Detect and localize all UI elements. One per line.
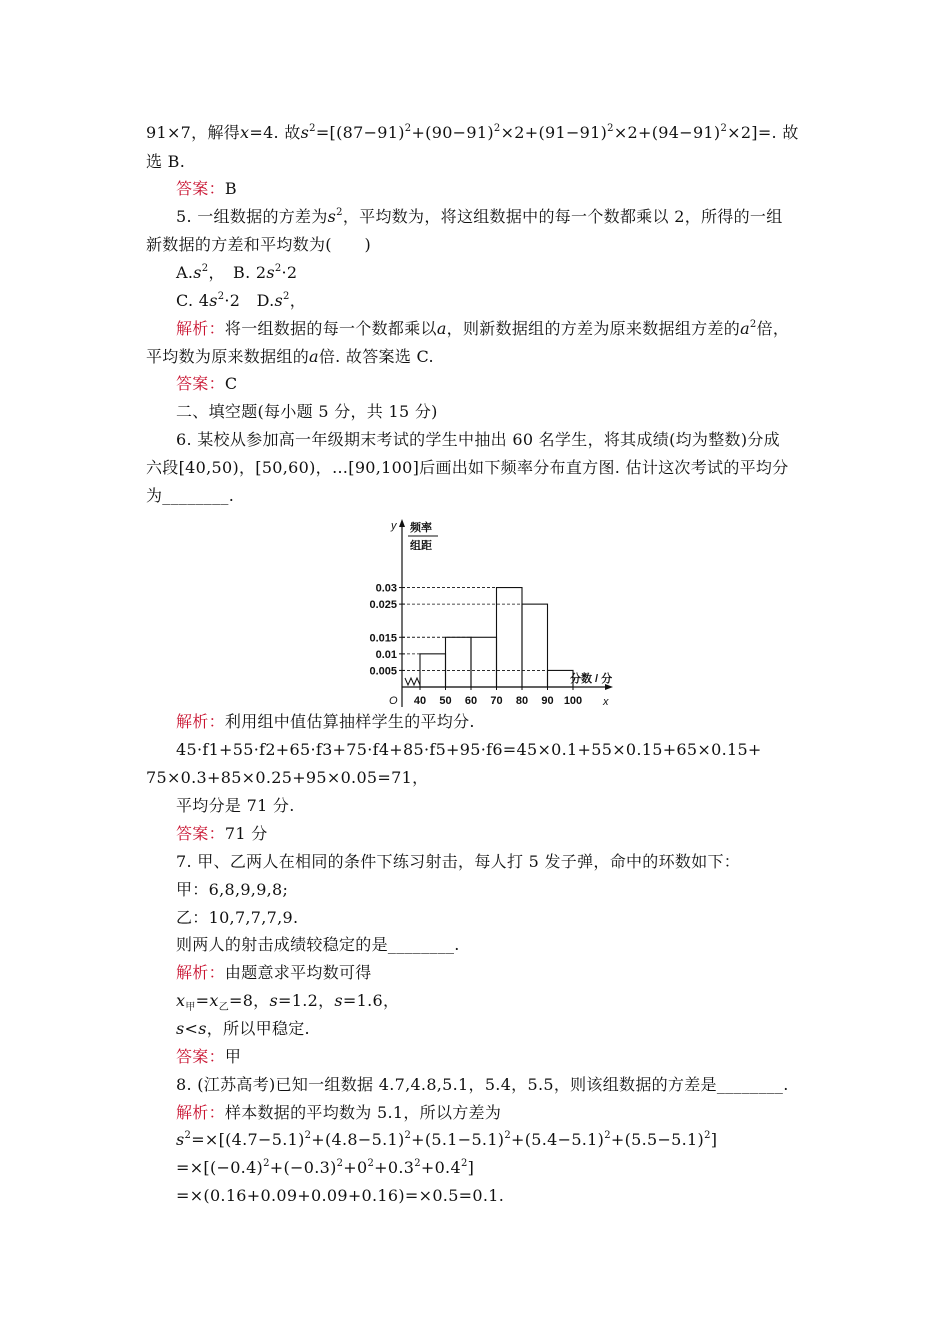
x-axis-title: 分数 / 分 xyxy=(570,673,613,685)
explanation-label: 解析： xyxy=(176,963,225,982)
exponent: 2 xyxy=(493,122,501,134)
text: 新数据的方差和平均数为( ) xyxy=(146,235,371,254)
text: ] xyxy=(710,1130,718,1149)
question-7-yi xyxy=(176,907,298,929)
text: < xyxy=(184,1019,199,1038)
text: 75×0.3+85×0.25+95×0.05=71， xyxy=(146,768,429,787)
y-tick-label: 0.015 xyxy=(369,632,397,645)
text: 样本数据的平均数为 5.1，所以方差为 xyxy=(224,1103,502,1122)
var-x: x xyxy=(209,991,219,1010)
subscript: 甲 xyxy=(185,1002,196,1014)
answer-value: C xyxy=(224,374,238,393)
y-tick-label: 0.01 xyxy=(375,648,397,661)
subscript: 乙 xyxy=(218,1002,229,1014)
text: ] xyxy=(467,1158,475,1177)
text: 为________. xyxy=(146,486,235,505)
answer-6 xyxy=(176,823,268,845)
text: =1.2， xyxy=(278,991,335,1010)
x-tick-label: 50 xyxy=(439,695,452,707)
x-tick-label: 40 xyxy=(413,695,427,707)
var-a: a xyxy=(740,319,750,338)
x-tick-label: 80 xyxy=(515,695,529,707)
histogram-bar-80 xyxy=(522,604,548,687)
var-a: a xyxy=(309,347,319,366)
exponent: 2 xyxy=(217,290,225,302)
text: =1.6， xyxy=(342,991,400,1010)
answer-label: 答案： xyxy=(176,179,225,198)
question-8 xyxy=(176,1074,789,1096)
histogram-bar-50 xyxy=(446,637,472,687)
exponent: 2 xyxy=(304,1129,312,1141)
histogram-bar-70 xyxy=(497,588,523,687)
text: ×2+(91−91) xyxy=(500,123,608,142)
question-7-jia xyxy=(176,879,288,901)
options-ab xyxy=(176,262,297,284)
answer-value: 71 分 xyxy=(224,824,268,843)
text: ， B. 2 xyxy=(208,263,267,282)
text: ×2+(94−91) xyxy=(613,123,721,142)
exponent: 2 xyxy=(283,290,290,302)
exponent: 2 xyxy=(336,1157,344,1169)
section-heading xyxy=(176,401,438,423)
text: 平均数为原来数据组的 xyxy=(146,347,310,366)
text: 六段[40,50)，[50,60)，…[90,100]后画出如下频率分布直方图. 估计这次考试的平均分 xyxy=(146,458,789,477)
x-tick-label: 100 xyxy=(563,695,583,707)
var-s: s xyxy=(274,291,284,310)
solution-line-4 xyxy=(146,122,799,144)
question-6c xyxy=(146,485,234,507)
text: +(5.5−5.1) xyxy=(610,1130,705,1149)
explanation-7 xyxy=(176,962,372,984)
question-5 xyxy=(176,206,783,228)
answer-label: 答案： xyxy=(176,374,225,393)
explanation-8-step2 xyxy=(176,1157,474,1179)
explanation-6-formula-b xyxy=(146,767,428,789)
text: +0.4 xyxy=(420,1158,461,1177)
text: 平均分是 71 分. xyxy=(176,796,295,815)
question-5b xyxy=(146,234,371,256)
text: 利用组中值估算抽样学生的平均分. xyxy=(224,712,475,731)
var-s: s xyxy=(266,263,275,282)
text: ， xyxy=(289,291,307,310)
var-s: s xyxy=(209,291,218,310)
text: 5. 一组数据的方差为 xyxy=(176,207,328,226)
exponent: 2 xyxy=(749,318,757,330)
text: +(5.1−5.1) xyxy=(411,1130,505,1149)
explanation-8-step3 xyxy=(176,1185,504,1207)
text: C. 4 xyxy=(176,291,210,310)
exponent: 2 xyxy=(504,1129,512,1141)
text: 则两人的射击成绩较稳定的是________. xyxy=(176,935,460,954)
text: ·2 D. xyxy=(224,291,275,310)
exponent: 2 xyxy=(607,122,614,134)
var-s: s xyxy=(176,1019,185,1038)
options-cd xyxy=(176,290,306,312)
exponent: 2 xyxy=(720,122,728,134)
var-s: s xyxy=(327,207,337,226)
text: =4. 故 xyxy=(249,123,301,142)
var-s: s xyxy=(176,1130,185,1149)
text: ，则新数据组的方差为原来数据组方差的 xyxy=(446,319,741,338)
var-x: x xyxy=(240,123,250,142)
explanation-7-compare xyxy=(176,1018,310,1040)
exponent: 2 xyxy=(404,122,412,134)
exponent: 2 xyxy=(336,206,343,218)
text: 倍. 故答案选 C. xyxy=(318,347,434,366)
y-label-bottom: 组距 xyxy=(410,540,432,552)
text: =[(87−91) xyxy=(315,123,405,142)
question-6b xyxy=(146,457,789,479)
exponent: 2 xyxy=(460,1157,468,1169)
text: 乙：10,7,7,7,9. xyxy=(176,908,299,927)
text: +(90−91) xyxy=(411,123,494,142)
text: =×(0.16+0.09+0.09+0.16)=×0.5=0.1. xyxy=(176,1186,505,1205)
text: ×2]=. 故 xyxy=(727,123,799,142)
text: ，所以甲稳定. xyxy=(206,1019,310,1038)
text: ·2 xyxy=(281,263,298,282)
explanation-label: 解析： xyxy=(176,1103,225,1122)
solution-line-4b xyxy=(146,151,185,173)
exponent: 2 xyxy=(263,1157,270,1169)
question-6 xyxy=(176,429,780,451)
explanation-7-means xyxy=(176,990,399,1012)
explanation-5 xyxy=(176,318,789,340)
origin-label: O xyxy=(389,695,398,707)
frequency-histogram xyxy=(355,515,645,710)
x-tick-label: 90 xyxy=(541,695,554,707)
text: +(5.4−5.1) xyxy=(511,1130,605,1149)
text: =×[(−0.4) xyxy=(176,1158,264,1177)
var-s: s xyxy=(269,991,279,1010)
y-axis-letter: y xyxy=(391,520,397,532)
explanation-8-variance xyxy=(176,1129,717,1151)
y-tick-label: 0.025 xyxy=(369,599,397,612)
var-x: x xyxy=(176,991,186,1010)
text: 45·f1+55·f2+65·f3+75·f4+85·f5+95·f6=45×0.1+55×0.15+65×0.15+ xyxy=(176,740,762,759)
y-label-top: 频率 xyxy=(410,522,432,534)
text: 倍， xyxy=(756,319,790,338)
explanation-6 xyxy=(176,711,475,733)
text: =×[(4.7−5.1) xyxy=(191,1130,305,1149)
text: 选 B. xyxy=(146,152,186,171)
explanation-5b xyxy=(146,346,434,368)
x-tick-label: 60 xyxy=(464,695,478,707)
text: +(−0.3) xyxy=(269,1158,337,1177)
text: 将一组数据的每一个数都乘以 xyxy=(224,319,437,338)
text: +0.3 xyxy=(374,1158,415,1177)
var-s: s xyxy=(300,123,310,142)
text: +(4.8−5.1) xyxy=(311,1130,405,1149)
text: 91×7，解得 xyxy=(146,123,241,142)
exponent: 2 xyxy=(404,1129,412,1141)
y-tick-label: 0.005 xyxy=(369,665,397,678)
answer-value: 甲 xyxy=(224,1047,242,1066)
exponent: 2 xyxy=(184,1129,192,1141)
exponent: 2 xyxy=(201,262,209,274)
histogram-bar-60 xyxy=(471,637,497,687)
exponent: 2 xyxy=(414,1157,421,1169)
explanation-6-result xyxy=(176,795,295,817)
explanation-label: 解析： xyxy=(176,319,225,338)
answer-4 xyxy=(176,178,237,200)
x-tick-label: 70 xyxy=(490,695,503,707)
axis-break-zigzag xyxy=(405,678,420,685)
var-s: s xyxy=(198,1019,207,1038)
question-7 xyxy=(176,851,740,873)
var-s: s xyxy=(334,991,343,1010)
text: A. xyxy=(176,263,194,282)
text: 二、填空题(每小题 5 分，共 15 分) xyxy=(176,402,438,421)
text: 6. 某校从参加高一年级期末考试的学生中抽出 60 名学生，将其成绩(均为整数)分成 xyxy=(176,430,780,449)
text: = xyxy=(195,991,210,1010)
y-tick-label: 0.03 xyxy=(375,582,397,595)
y-axis-arrow xyxy=(399,519,405,527)
answer-label: 答案： xyxy=(176,824,225,843)
var-a: a xyxy=(436,319,447,338)
text: 7. 甲、乙两人在相同的条件下练习射击，每人打 5 发子弹，命中的环数如下： xyxy=(176,852,741,871)
text: +0 xyxy=(343,1158,368,1177)
question-7b xyxy=(176,934,460,956)
text: 由题意求平均数可得 xyxy=(224,963,372,982)
exponent: 2 xyxy=(704,1129,711,1141)
text: 8. (江苏高考)已知一组数据 4.7,4.8,5.1，5.4，5.5，则该组数据的方差是________. xyxy=(176,1075,789,1094)
explanation-8 xyxy=(176,1102,501,1124)
answer-value: B xyxy=(224,179,237,198)
x-axis-letter: x xyxy=(603,696,609,708)
answer-label: 答案： xyxy=(176,1047,225,1066)
answer-7 xyxy=(176,1046,241,1068)
exponent: 2 xyxy=(604,1129,611,1141)
exponent: 2 xyxy=(274,262,282,274)
answer-5 xyxy=(176,373,237,395)
explanation-6-formula xyxy=(176,739,762,761)
text: ，平均数为，将这组数据中的每一个数都乘以 2，所得的一组 xyxy=(342,207,783,226)
exponent: 2 xyxy=(309,122,316,134)
exponent: 2 xyxy=(367,1157,375,1169)
text: =8， xyxy=(229,991,270,1010)
text: 甲：6,8,9,9,8; xyxy=(176,880,289,899)
var-s: s xyxy=(193,263,202,282)
explanation-label: 解析： xyxy=(176,712,225,731)
